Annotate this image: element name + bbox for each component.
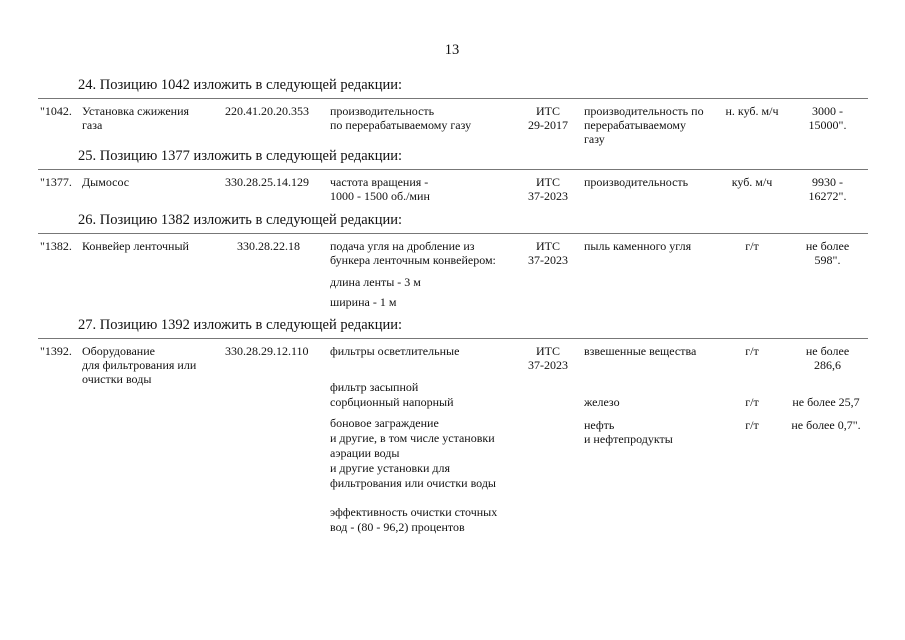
value: не более bbox=[805, 344, 850, 358]
parameter: бункера ленточным конвейером: bbox=[330, 253, 496, 267]
okpd-code: 330.28.25.14.129 bbox=[225, 175, 309, 189]
unit: н. куб. м/ч bbox=[725, 104, 779, 118]
parameter: частота вращения - bbox=[330, 175, 429, 189]
parameter: сорбционный напорный bbox=[330, 395, 454, 409]
okpd-code: 220.41.20.20.353 bbox=[225, 104, 309, 118]
parameter: и другие, в том числе установки bbox=[330, 431, 495, 445]
rule bbox=[38, 233, 868, 234]
its-reference: ИТС bbox=[536, 239, 560, 253]
parameter: боновое заграждение bbox=[330, 416, 439, 430]
its-reference: ИТС bbox=[536, 344, 560, 358]
indicator: и нефтепродукты bbox=[584, 432, 673, 446]
equipment-name: очистки воды bbox=[82, 372, 152, 386]
rule bbox=[38, 338, 868, 339]
value: не более bbox=[805, 239, 850, 253]
value: 15000". bbox=[808, 118, 847, 132]
its-reference: 37-2023 bbox=[528, 358, 568, 372]
unit: куб. м/ч bbox=[731, 175, 773, 189]
okpd-code: 330.28.29.12.110 bbox=[225, 344, 309, 358]
parameter: фильтры осветлительные bbox=[330, 344, 460, 358]
its-reference: 37-2023 bbox=[528, 253, 568, 267]
parameter: по перерабатываемому газу bbox=[330, 118, 472, 132]
section-24-heading: 24. Позицию 1042 изложить в следующей редакции: bbox=[78, 77, 403, 93]
unit: г/т bbox=[745, 395, 759, 409]
indicator: производительность по bbox=[584, 104, 704, 118]
page-number: 13 bbox=[444, 42, 460, 58]
position-number: "1382. bbox=[40, 239, 72, 253]
position-number: "1392. bbox=[40, 344, 72, 358]
indicator: нефть bbox=[584, 418, 615, 432]
its-reference: ИТС bbox=[536, 175, 560, 189]
value: 598". bbox=[814, 253, 841, 267]
indicator: перерабатываемому bbox=[584, 118, 686, 132]
indicator: железо bbox=[584, 395, 620, 409]
equipment-name: Установка сжижения bbox=[82, 104, 190, 118]
value: 286,6 bbox=[814, 358, 841, 372]
section-26-heading: 26. Позицию 1382 изложить в следующей редакции: bbox=[78, 212, 403, 228]
equipment-name: для фильтрования или bbox=[82, 358, 197, 372]
parameter: подача угля на дробление из bbox=[330, 239, 475, 253]
its-reference: 37-2023 bbox=[528, 189, 568, 203]
parameter: фильтрования или очистки воды bbox=[330, 476, 496, 490]
position-number: "1377. bbox=[40, 175, 72, 189]
parameter: длина ленты - 3 м bbox=[330, 275, 421, 289]
equipment-name: Дымосос bbox=[82, 175, 130, 189]
equipment-name: Оборудование bbox=[82, 344, 155, 358]
value: 3000 - bbox=[812, 104, 843, 118]
rule bbox=[38, 98, 868, 99]
okpd-code: 330.28.22.18 bbox=[237, 239, 300, 253]
parameter: и другие установки для bbox=[330, 461, 451, 475]
indicator: производительность bbox=[584, 175, 689, 189]
parameter: производительность bbox=[330, 104, 435, 118]
value: не более 25,7 bbox=[792, 395, 860, 409]
value: 16272". bbox=[808, 189, 847, 203]
its-reference: ИТС bbox=[536, 104, 560, 118]
parameter: ширина - 1 м bbox=[330, 295, 397, 309]
equipment-name: газа bbox=[82, 118, 103, 132]
section-25-heading: 25. Позицию 1377 изложить в следующей редакции: bbox=[78, 148, 403, 164]
indicator: газу bbox=[584, 132, 605, 146]
parameter: 1000 - 1500 об./мин bbox=[330, 189, 430, 203]
indicator: взвешенные вещества bbox=[584, 344, 697, 358]
indicator: пыль каменного угля bbox=[584, 239, 692, 253]
unit: г/т bbox=[745, 418, 759, 432]
parameter: вод - (80 - 96,2) процентов bbox=[330, 520, 465, 534]
equipment-name: Конвейер ленточный bbox=[82, 239, 189, 253]
parameter: эффективность очистки сточных bbox=[330, 505, 498, 519]
value: 9930 - bbox=[812, 175, 843, 189]
unit: г/т bbox=[745, 344, 759, 358]
parameter: аэрации воды bbox=[330, 446, 400, 460]
section-27-heading: 27. Позицию 1392 изложить в следующей редакции: bbox=[78, 317, 403, 333]
rule bbox=[38, 169, 868, 170]
unit: г/т bbox=[745, 239, 759, 253]
position-number: "1042. bbox=[40, 104, 72, 118]
its-reference: 29-2017 bbox=[528, 118, 568, 132]
value: не более 0,7". bbox=[791, 418, 861, 432]
parameter: фильтр засыпной bbox=[330, 380, 419, 394]
